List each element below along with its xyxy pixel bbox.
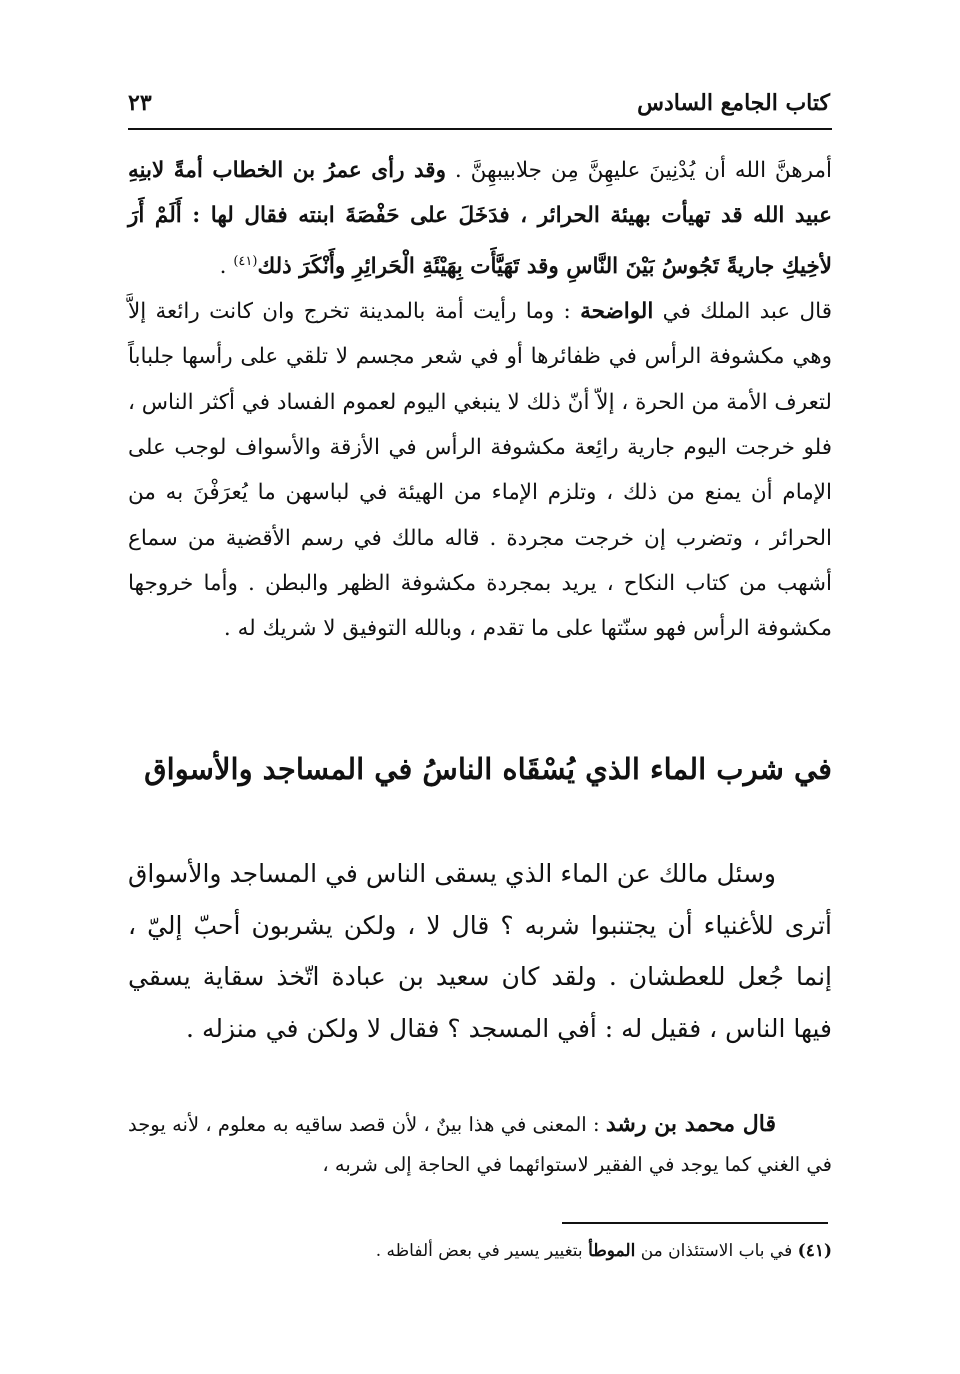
paragraph-3-text: : المعنى في هذا بينٌ ، لأن قصد ساقيه به معلوم ، لأنه يوجد في الغني كما يوجد في الفقير لاستوائهما في الحاجة إلى شربه ، [128, 1113, 832, 1176]
paragraph-2-text: وسئل مالك عن الماء الذي يسقى الناس في المساجد والأسواق أترى للأغنياء أن يجتنبوا شربه ؟ قال لا ، ولكن يشربون أحبّ إليّ ، إنما جُعل للعطشان . ولقد كان سعيد بن عبادة اتّخذ سقاية يسقي فيها الناس ، فقيل له : أفي المسجد ؟ فقال لا ولكن في منزله . [128, 859, 832, 1043]
header-divider [128, 128, 832, 130]
footnote-source-title: الموطأ [588, 1241, 636, 1261]
footnote-text-a: في باب الاستئذان من [635, 1241, 798, 1261]
section-heading: في شرب الماء الذي يُسْقَاه الناسُ في المساجد والأسواق [144, 752, 832, 786]
running-header [128, 86, 830, 126]
paragraph-1-sentence-2-end: . [219, 253, 234, 279]
footnote [128, 1238, 832, 1264]
page-number: ٢٣ [128, 90, 152, 116]
paragraph-3 [128, 1104, 832, 1185]
footnote-text-c: بتغيير يسير في بعض ألفاظه . [375, 1241, 589, 1261]
footnote-reference: (٤١) [233, 253, 258, 269]
footnote-number: (٤١) [797, 1241, 832, 1261]
paragraph-1-sentence-3a: قال عبد الملك في [653, 299, 832, 325]
source-title-wadiha: الواضحة [580, 299, 654, 325]
book-title: كتاب الجامع السادس [637, 90, 830, 116]
commentator-name: قال محمد بن رشد [605, 1111, 776, 1137]
paragraph-2 [128, 848, 832, 1054]
paragraph-1 [128, 148, 832, 651]
paragraph-1-sentence-2: وقد رأى عمرُ بن الخطاب أمةً لابنِهِ عبيد الله قد تهيأت بهيئة الحرائر ، فدَخَلَ على حَفْصَةَ ابنته فقال لها : أَلَمْ أَرَ لأخِيكِ جاريةً تَجُوسُ بَيْنَ النَّاسِ وقد تَهَيَّأَت بِهَيْئَةِ الْحَرائِرِ وأَنْكَرَ ذلك [128, 158, 832, 279]
paragraph-1-sentence-3c: : وما رأيت أمة بالمدينة تخرج وان كانت رائعة إلاَّ وهي مكشوفة الرأس في ظفائرها أو في شعر مجسم لا تلقي على رأسها جلباباً لتعرف الأمة من الحرة ، إلاّ أنّ ذلك لا ينبغي اليوم لعموم الفساد في أكثر الناس ، فلو خرجت اليوم جارية رائِعة مكشوفة الرأس في الأزقة والأسواف لوجب على الإمام أن يمنع من ذلك ، وتلزم الإماء من الهيئة في لباسهن ما يُعرَفْنَ به من الحرائر ، وتضرب إن خرجت مجردة . قاله مالك في رسم الأقضية من سماع أشهب من كتاب النكاح ، يريد بمجردة مكشوفة الظهر والبطن . وأما خروجها مكشوفة الرأس فهو سنّتها على ما تقدم ، وبالله التوفيق لا شريك له . [128, 299, 832, 642]
footnote-divider [562, 1222, 828, 1224]
paragraph-1-sentence-1: أمرهنَّ الله أن يُدْنِينَ عليهِنَّ مِن جلابيبهِنَّ . [445, 158, 832, 183]
